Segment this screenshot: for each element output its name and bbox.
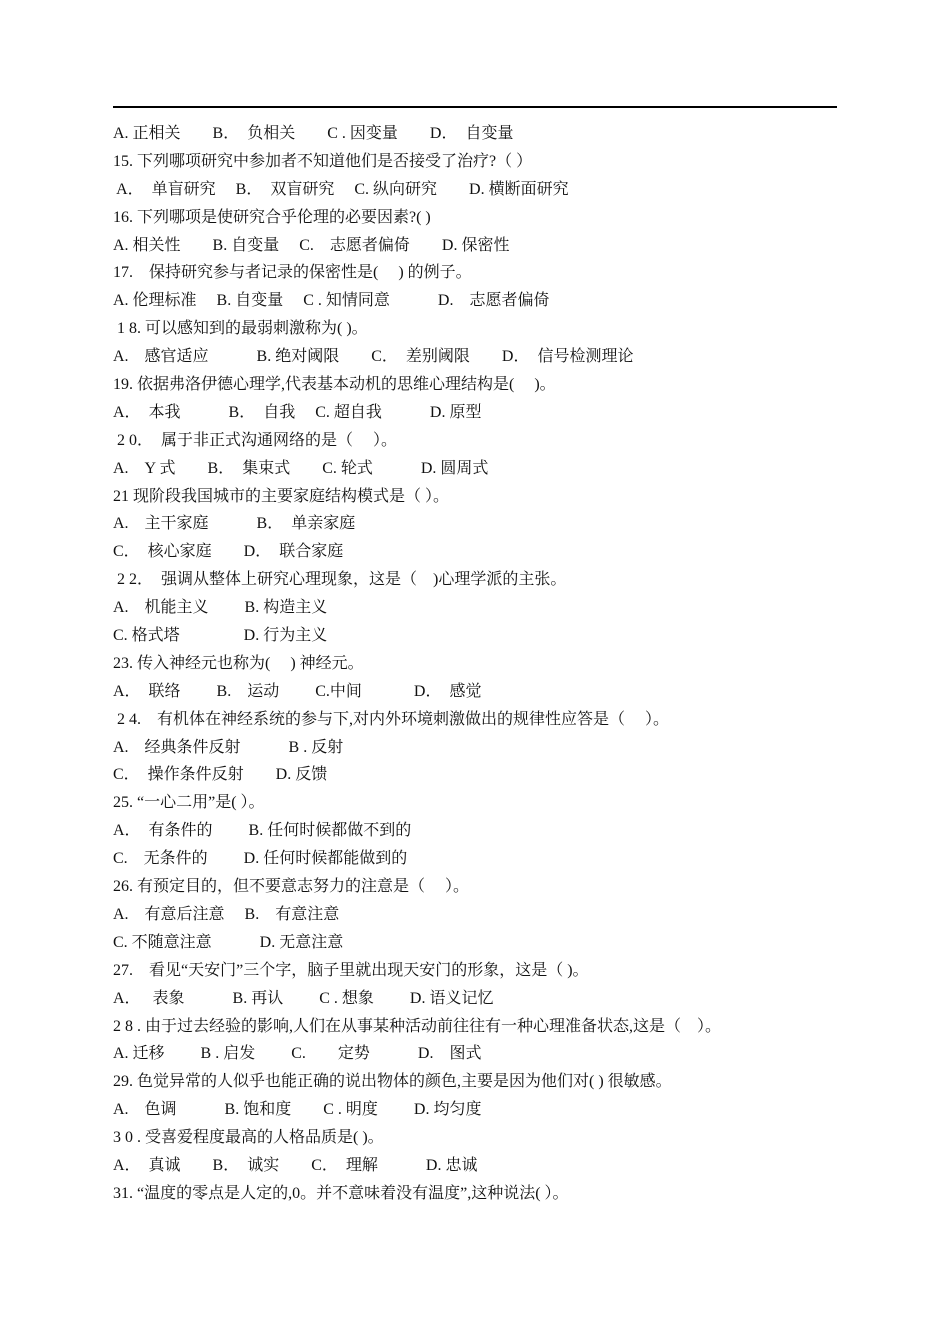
question-20: 2 0． 属于非正式沟通网络的是（ ）。 [113,431,398,449]
answer-options: A. 机能主义 B. 构造主义 [113,599,328,617]
answer-options: A． 表象 B. 再认 C . 想象 D. 语义记忆 [113,989,494,1007]
question-19: 19. 依据弗洛伊德心理学,代表基本动机的思维心理结构是( )。 [113,376,556,394]
question-29: 29. 色觉异常的人似乎也能正确的说出物体的颜色,主要是因为他们对( ) 很敏感。 [113,1073,672,1091]
answer-options: C. 不随意注意 D. 无意注意 [113,933,344,951]
answer-options: C． 操作条件反射 D. 反馈 [113,766,328,784]
question-31: 31. “温度的零点是人定的,0。并不意味着没有温度”,这种说法( ）。 [113,1184,569,1202]
question-22: 2 2． 强调从整体上研究心理现象，这是（ )心理学派的主张。 [113,571,567,589]
question-16: 16. 下列哪项是使研究合乎伦理的必要因素?( ) [113,208,431,226]
answer-options: C． 核心家庭 D． 联合家庭 [113,543,344,561]
answer-options: A. Y 式 B． 集束式 C. 轮式 D. 圆周式 [113,459,489,477]
question-15: 15. 下列哪项研究中参加者不知道他们是否接受了治疗?（ ） [113,152,533,170]
question-list [113,120,843,1208]
question-30: 3 0 . 受喜爱程度最高的人格品质是( )。 [113,1129,384,1147]
question-21: 21 现阶段我国城市的主要家庭结构模式是（ ）。 [113,487,450,505]
answer-options: A. 感官适应 B. 绝对阈限 C． 差别阈限 D． 信号检测理论 [113,348,634,366]
answer-options: A． 联络 B. 运动 C.中间 D． 感觉 [113,682,482,700]
question-17: 17. 保持研究参与者记录的保密性是( ) 的例子。 [113,264,472,282]
question-23: 23. 传入神经元也称为( ) 神经元。 [113,654,364,672]
answer-options: C. 格式塔 D. 行为主义 [113,627,328,645]
answer-options: A. 色调 B. 饱和度 C . 明度 D. 均匀度 [113,1101,482,1119]
question-26: 26. 有预定目的，但不要意志努力的注意是（ ）。 [113,878,470,896]
answer-options: A. 正相关 B． 负相关 C . 因变量 D． 自变量 [113,125,514,142]
answer-options: A． 单盲研究 B． 双盲研究 C. 纵向研究 D. 横断面研究 [113,180,569,198]
answer-options: A. 有意后注意 B. 有意注意 [113,905,340,923]
question-18: 1 8. 可以感知到的最弱刺激称为( )。 [113,320,368,338]
question-28: 2 8 . 由于过去经验的影响,人们在从事某种活动前往往有一种心理准备状态,这是（ ）。 [113,1017,722,1035]
answer-options: A． 真诚 B． 诚实 C． 理解 D. 忠诚 [113,1156,478,1174]
answer-options: A. 主干家庭 B． 单亲家庭 [113,515,356,533]
header-rule [113,106,837,108]
answer-options: A. 相关性 B. 自变量 C. 志愿者偏倚 D. 保密性 [113,236,510,254]
answer-options: A. 经典条件反射 B . 反射 [113,738,344,756]
answer-options: A. 伦理标准 B. 自变量 C . 知情同意 D. 志愿者偏倚 [113,292,550,310]
question-24: 2 4. 有机体在神经系统的参与下,对内外环境刺激做出的规律性应答是（ ）。 [113,710,670,728]
answer-options: C. 无条件的 D. 任何时候都能做到的 [113,850,408,868]
answer-options: A． 有条件的 B. 任何时候都做不到的 [113,822,412,840]
question-27: 27. 看见“天安门”三个字，脑子里就出现天安门的形象，这是（ )。 [113,961,589,979]
answer-options: A． 本我 B． 自我 C. 超自我 D. 原型 [113,403,482,421]
answer-options: A. 迁移 B . 启发 C. 定势 D. 图式 [113,1045,482,1063]
question-25: 25. “一心二用”是( ）。 [113,794,265,812]
